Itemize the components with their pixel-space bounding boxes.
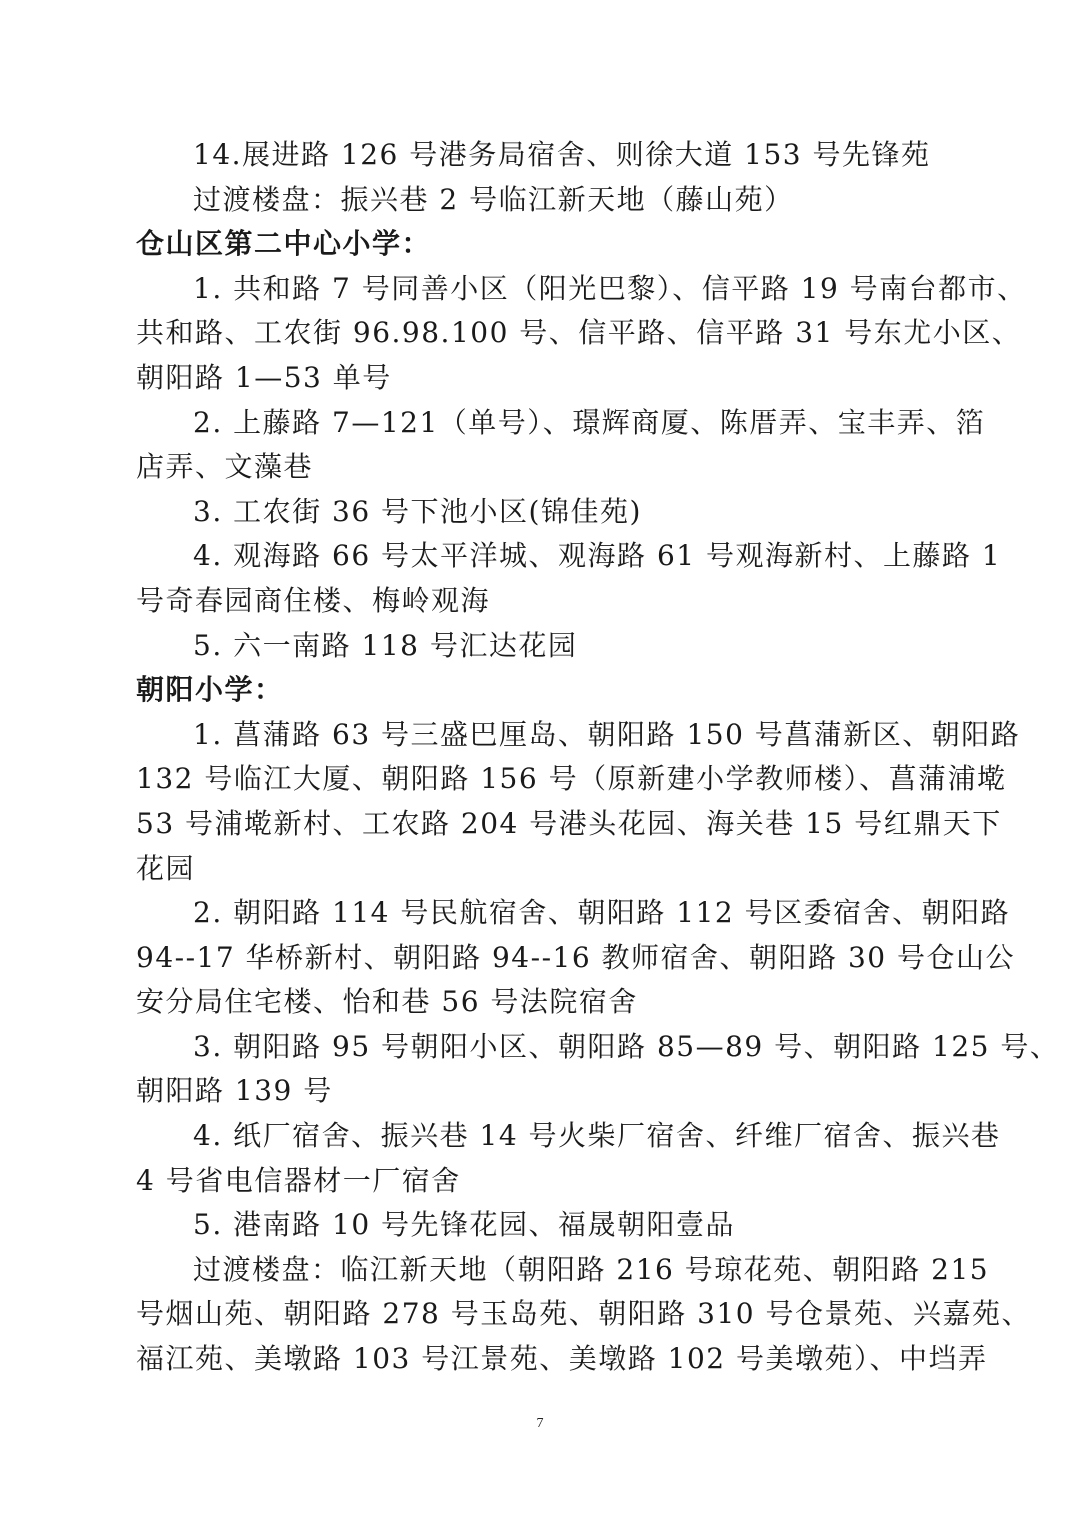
section-heading: 朝阳小学： — [136, 673, 284, 707]
text-line: 号奇春园商住楼、梅岭观海 — [136, 583, 491, 617]
text-line: 号烟山苑、朝阳路 278 号玉岛苑、朝阳路 310 号仓景苑、兴嘉苑、 — [136, 1297, 1031, 1331]
text-line: 53 号浦墘新村、工农路 204 号港头花园、海关巷 15 号红鼎天下 — [136, 806, 1002, 840]
text-line: 共和路、工农街 96.98.100 号、信平路、信平路 31 号东尤小区、 — [136, 316, 1022, 350]
section-heading: 仓山区第二中心小学： — [136, 227, 432, 261]
text-line: 花园 — [136, 851, 196, 885]
text-line: 过渡楼盘：振兴巷 2 号临江新天地（藤山苑） — [193, 182, 794, 216]
text-line: 店弄、文藻巷 — [136, 450, 314, 484]
text-line: 朝阳路 1—53 单号 — [136, 360, 392, 394]
text-line: 4. 纸厂宿舍、振兴巷 14 号火柴厂宿舍、纤维厂宿舍、振兴巷 — [193, 1119, 1001, 1153]
text-line: 福江苑、美墩路 103 号江景苑、美墩路 102 号美墩苑）、中垱弄 — [136, 1342, 988, 1376]
text-line: 14.展进路 126 号港务局宿舍、则徐大道 153 号先锋苑 — [193, 138, 931, 171]
text-line: 过渡楼盘：临江新天地（朝阳路 216 号琼花苑、朝阳路 215 — [193, 1252, 990, 1286]
text-line: 1. 共和路 7 号同善小区（阳光巴黎）、信平路 19 号南台都市、 — [193, 271, 1027, 305]
text-line: 2. 朝阳路 114 号民航宿舍、朝阳路 112 号区委宿舍、朝阳路 — [193, 896, 1011, 930]
text-line: 94--17 华桥新村、朝阳路 94--16 教师宿舍、朝阳路 30 号仓山公 — [136, 940, 1015, 974]
text-line: 5. 港南路 10 号先锋花园、福晟朝阳壹品 — [193, 1208, 736, 1242]
text-line: 2. 上藤路 7—121（单号）、璟辉商厦、陈厝弄、宝丰弄、箔 — [193, 405, 986, 439]
text-line: 3. 工农街 36 号下池小区(锦佳苑) — [193, 494, 642, 528]
text-line: 朝阳路 139 号 — [136, 1074, 333, 1108]
text-line: 3. 朝阳路 95 号朝阳小区、朝阳路 85—89 号、朝阳路 125 号、 — [193, 1029, 1060, 1063]
text-line: 4. 观海路 66 号太平洋城、观海路 61 号观海新村、上藤路 1 — [193, 539, 1002, 573]
text-line: 5. 六一南路 118 号汇达花园 — [193, 628, 578, 662]
text-line: 安分局住宅楼、怡和巷 56 号法院宿舍 — [136, 985, 638, 1019]
text-line: 4 号省电信器材一厂宿舍 — [136, 1163, 461, 1197]
text-line: 132 号临江大厦、朝阳路 156 号（原新建小学教师楼）、菖蒲浦墘 — [136, 762, 1007, 796]
text-line: 1. 菖蒲路 63 号三盛巴厘岛、朝阳路 150 号菖蒲新区、朝阳路 — [193, 717, 1021, 751]
page-number: 7 — [536, 1416, 544, 1431]
document-body — [136, 133, 1060, 1382]
